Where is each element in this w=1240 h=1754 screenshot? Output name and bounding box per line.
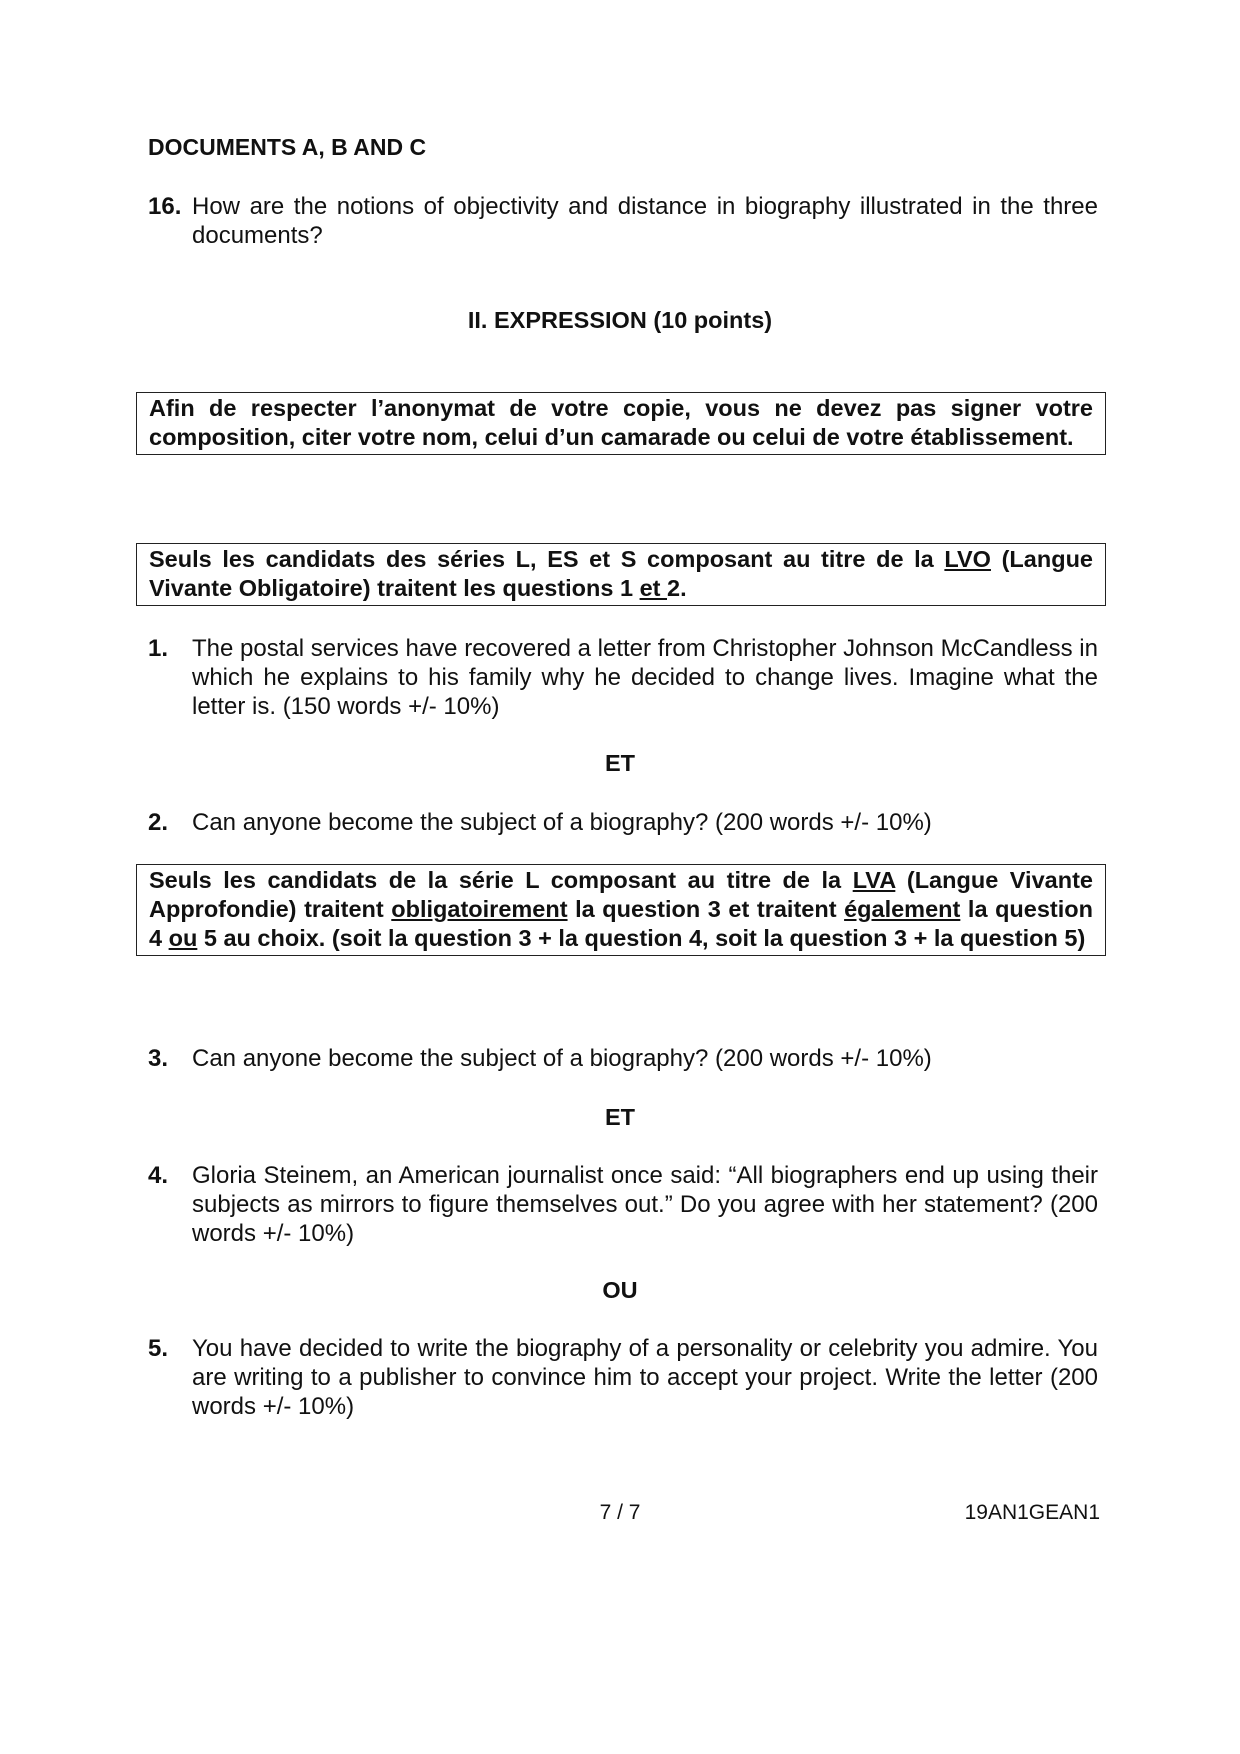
question-number: 16. bbox=[148, 193, 182, 220]
lva-notice-part4: la question 4 bbox=[149, 896, 1093, 951]
documents-heading: DOCUMENTS A, B AND C bbox=[148, 134, 427, 160]
question-text: Can anyone become the subject of a biography? (200 words +/- 10%) bbox=[192, 1045, 932, 1072]
lva-underline: LVA bbox=[852, 867, 896, 893]
lva-notice-part5: 5 au choix. (soit la question 3 + la question 4, soit la question 3 + la question 5) bbox=[197, 925, 1086, 951]
question-text: You have decided to write the biography of a personality or celebrity you admire. You are writing to a publisher to convince him to accept your project. Write the letter (200 words +/- 10%) bbox=[192, 1335, 1098, 1420]
question-16 bbox=[148, 192, 1098, 250]
question-3 bbox=[148, 1044, 1098, 1073]
question-number: 5. bbox=[148, 1335, 169, 1362]
question-number: 3. bbox=[148, 1045, 169, 1072]
question-2 bbox=[148, 808, 1098, 837]
question-4 bbox=[148, 1161, 1098, 1248]
question-number: 2. bbox=[148, 809, 169, 836]
connector-et-1: ET bbox=[604, 750, 636, 776]
lvo-notice-part2: (Langue Vivante Obligatoire) traitent les questions 1 bbox=[149, 546, 1093, 601]
lvo-notice-box bbox=[136, 543, 1106, 606]
anonymity-notice-box bbox=[136, 392, 1106, 455]
question-5 bbox=[148, 1334, 1098, 1421]
page-number: 7 / 7 bbox=[599, 1501, 641, 1524]
ou-underline: ou bbox=[168, 925, 198, 951]
lva-notice-part2: (Langue Vivante Approfondie) traitent bbox=[149, 867, 1093, 922]
connector-ou: OU bbox=[602, 1277, 638, 1303]
egalement-underline: également bbox=[844, 896, 961, 922]
et-underline: et bbox=[639, 575, 668, 601]
section-title: II. EXPRESSION (10 points) bbox=[467, 307, 773, 333]
question-number: 4. bbox=[148, 1162, 169, 1189]
lva-notice-part3: la question 3 et traitent bbox=[567, 896, 845, 922]
anonymity-notice-text: Afin de respecter l’anonymat de votre copie, vous ne devez pas signer votre composition, citer votre nom, celui d’un camarade ou celui de votre établissement. bbox=[149, 395, 1093, 450]
lva-notice-part1: Seuls les candidats de la série L composant au titre de la bbox=[149, 867, 853, 893]
obligatoirement-underline: obligatoirement bbox=[391, 896, 568, 922]
question-text: The postal services have recovered a letter from Christopher Johnson McCandless in which he explains to his family why he decided to change lives. Imagine what the letter is. (150 words +/- 10%) bbox=[192, 635, 1098, 720]
document-code: 19AN1GEAN1 bbox=[964, 1501, 1100, 1524]
question-1 bbox=[148, 634, 1098, 721]
lva-notice-box bbox=[136, 864, 1106, 956]
lvo-notice-part3: 2. bbox=[667, 575, 687, 601]
lvo-notice-part1: Seuls les candidats des séries L, ES et S composant au titre de la bbox=[149, 546, 945, 572]
question-text: Can anyone become the subject of a biography? (200 words +/- 10%) bbox=[192, 809, 932, 836]
question-number: 1. bbox=[148, 635, 169, 662]
connector-et-2: ET bbox=[604, 1104, 636, 1130]
lvo-underline: LVO bbox=[944, 546, 991, 572]
question-text: Gloria Steinem, an American journalist once said: “All biographers end up using their subjects as mirrors to figure themselves out.” Do you agree with her statement? (200 words +/- 10%) bbox=[192, 1162, 1098, 1247]
question-text: How are the notions of objectivity and distance in biography illustrated in the three documents? bbox=[192, 193, 1098, 249]
